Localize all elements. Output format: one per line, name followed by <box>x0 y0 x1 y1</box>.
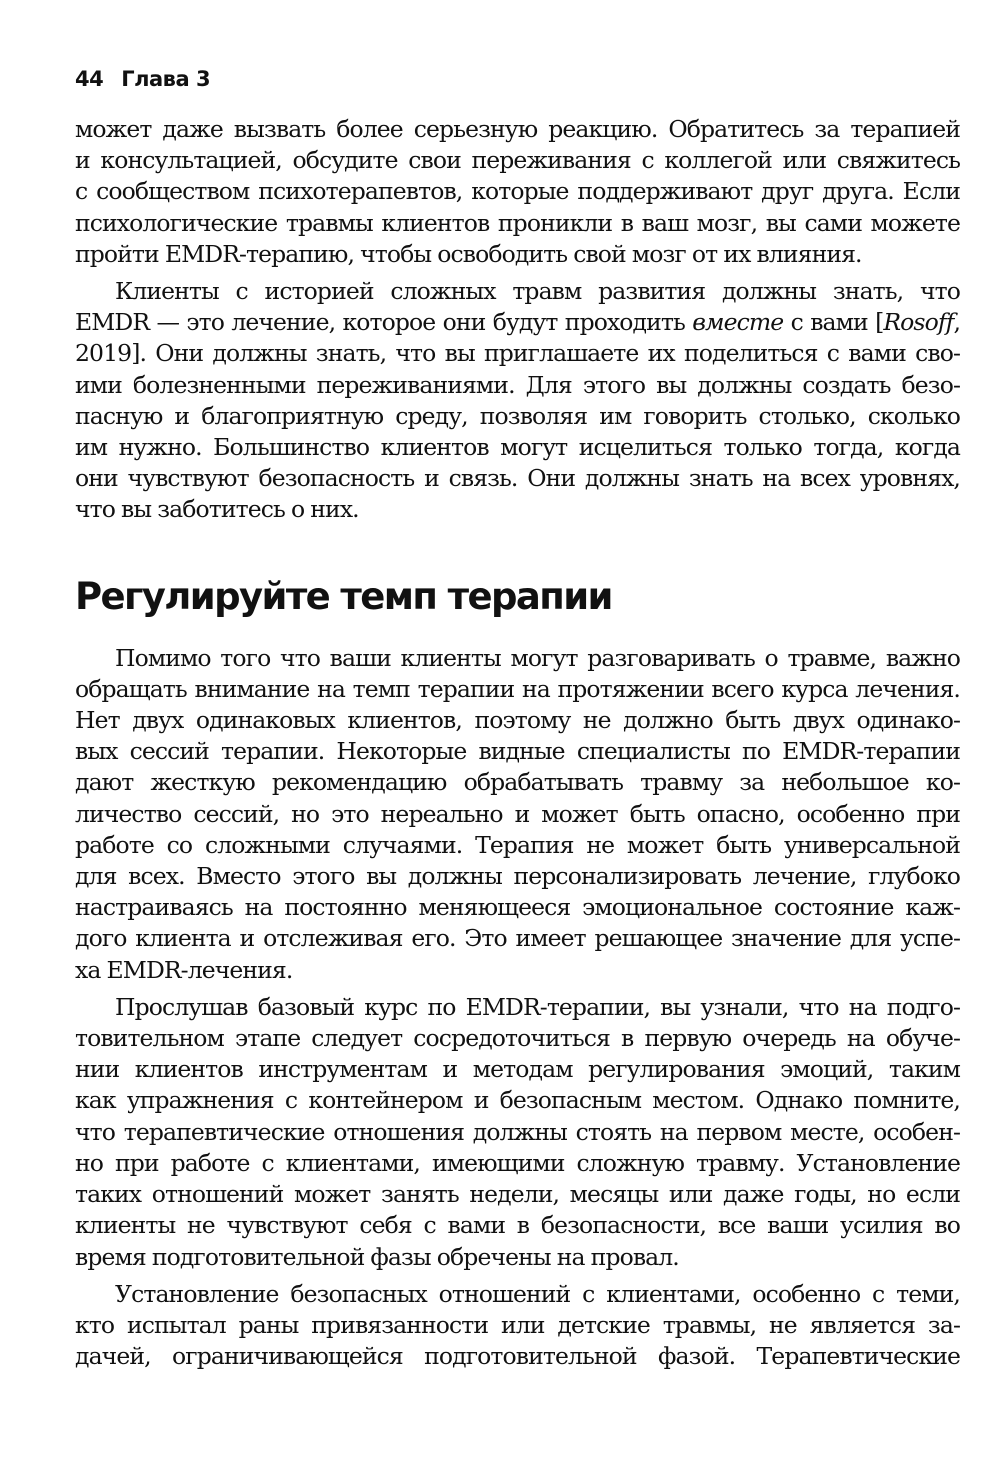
body-text <box>75 114 960 526</box>
text-line: психологические травмы клиентов проникли в ваш мозг, вы сами можете <box>75 208 960 237</box>
text-line: пасную и благоприятную среду, позволяя им говорить столько, сколько <box>75 401 960 430</box>
paragraph-continued <box>75 114 960 270</box>
text-line: ими болезненными переживаниями. Для этого вы должны создать безо- <box>75 370 960 399</box>
text-line: что терапевтические отношения должны стоять на первом месте, особен- <box>75 1117 960 1146</box>
text-line: дачей, ограничивающейся подготовительной фазой. Терапевтические <box>75 1342 960 1371</box>
text-line: вых сессий терапии. Некоторые видные специалисты по EMDR-терапии <box>75 737 960 766</box>
text-line: Нет двух одинаковых клиентов, поэтому не должно быть двух одинако- <box>75 706 960 735</box>
text-run: с вами [ <box>783 308 884 337</box>
text-line: работе со сложными случаями. Терапия не может быть универсальной <box>75 830 960 859</box>
section-heading: Регулируйте темп терапии <box>75 574 612 618</box>
paragraph <box>75 643 960 986</box>
text-run: EMDR — это лечение, которое они будут проходить <box>75 308 693 337</box>
text-line: они чувствуют безопасность и связь. Они должны знать на всех уровнях, <box>75 464 960 493</box>
text-line: клиенты не чувствуют себя с вами в безопасности, все ваши усилия во <box>75 1211 960 1240</box>
text-line-with-emphasis <box>75 307 960 338</box>
text-line: как упражнения с контейнером и безопасным местом. Однако помните, <box>75 1086 960 1115</box>
text-line: кто испытал раны привязанности или детские травмы, не является за- <box>75 1310 960 1339</box>
text-line: настраиваясь на постоянно меняющееся эмоциональное состояние каж- <box>75 893 960 922</box>
text-line: для всех. Вместо этого вы должны персонализировать лечение, глубоко <box>75 862 960 891</box>
text-line: товительном этапе следует сосредоточиться в первую очередь на обуче- <box>75 1024 960 1053</box>
body-text <box>75 643 960 1373</box>
text-line: что вы заботитесь о них. <box>75 495 359 524</box>
text-line: им нужно. Большинство клиентов могут исцелиться только тогда, когда <box>75 433 960 462</box>
text-line: таких отношений может занять недели, месяцы или даже годы, но если <box>75 1180 960 1209</box>
text-line: нии клиентов инструментам и методам регулирования эмоций, таким <box>75 1055 960 1084</box>
text-line: ха EMDR-лечения. <box>75 955 293 984</box>
chapter-label: Глава 3 <box>121 67 211 91</box>
citation-author: Rosoff <box>883 308 954 337</box>
text-line: может даже вызвать более серьезную реакцию. Обратитесь за терапией <box>75 115 960 143</box>
text-line: с сообществом психотерапевтов, которые поддерживают друг друга. Если <box>75 177 960 206</box>
text-line: обращать внимание на темп терапии на протяжении всего курса лечения. <box>75 674 960 703</box>
text-line: личество сессий, но это нереально и может быть опасно, особенно при <box>75 799 960 828</box>
text-line: дого клиента и отслеживая его. Это имеет решающее значение для успе- <box>75 924 960 953</box>
text-line: Клиенты с историей сложных травм развития должны знать, что <box>115 277 960 306</box>
emphasis-text: вместе <box>692 308 784 337</box>
text-line: Помимо того что ваши клиенты могут разговаривать о травме, важно <box>115 643 960 672</box>
text-line: 2019]. Они должны знать, что вы приглашаете их поделиться с вами сво- <box>75 339 960 368</box>
text-line: Установление безопасных отношений с клиентами, особенно с теми, <box>115 1279 960 1308</box>
text-line: время подготовительной фазы обречены на провал. <box>75 1242 679 1271</box>
page-number: 44 <box>75 67 104 91</box>
text-run: , <box>953 308 961 337</box>
text-line: пройти EMDR-терапию, чтобы освободить свой мозг от их влияния. <box>75 239 862 268</box>
text-line: и консультацией, обсудите свои переживания с коллегой или свяжитесь <box>75 146 960 175</box>
paragraph <box>75 992 960 1273</box>
text-line: Прослушав базовый курс по EMDR-терапии, вы узнали, что на подго- <box>115 992 960 1021</box>
paragraph <box>75 276 960 526</box>
text-line: но при работе с клиентами, имеющими сложную травму. Установление <box>75 1148 960 1177</box>
paragraph <box>75 1279 960 1373</box>
running-head <box>75 66 960 92</box>
text-line: дают жесткую рекомендацию обрабатывать травму за небольшое ко- <box>75 768 960 797</box>
